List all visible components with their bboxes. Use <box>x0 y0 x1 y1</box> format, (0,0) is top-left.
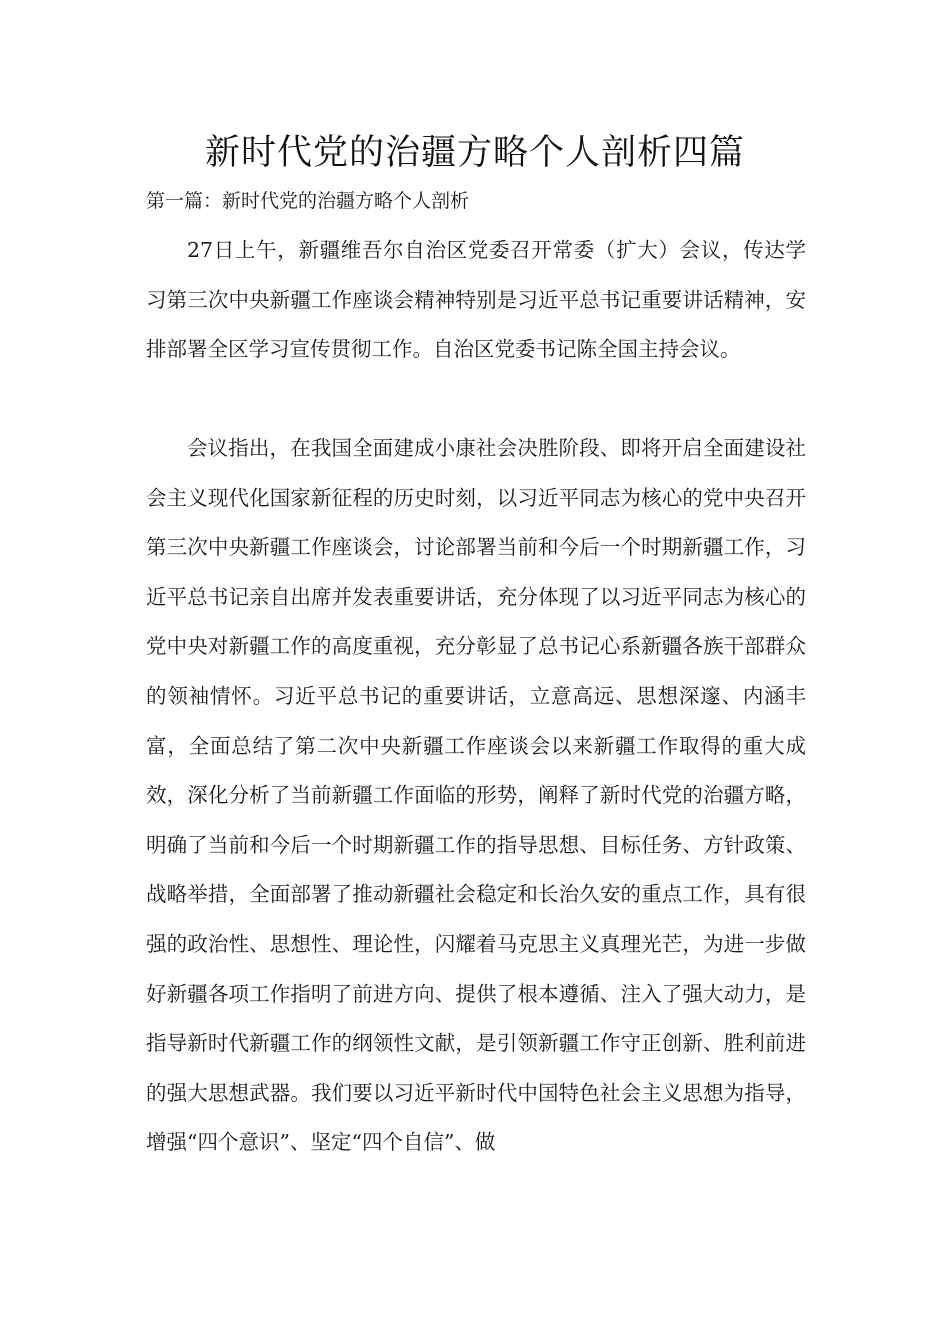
section-heading: 第一篇：新时代党的治疆方略个人剖析 <box>146 190 470 212</box>
body-paragraph: 会议指出，在我国全面建成小康社会决胜阶段、即将开启全面建设社会主义现代化国家新征程的历史时刻，以习近平同志为核心的党中央召开第三次中央新疆工作座谈会，讨论部署当前和今后一个时期新疆工作，习近平总书记亲自出席并发表重要讲话，充分体现了以习近平同志为核心的党中央对新疆工作的高度重视，充分彰显了总书记心系新疆各族干部群众的领袖情怀。习近平总书记的重要讲话，立意高远、思想深邃、内涵丰富，全面总结了第二次中央新疆工作座谈会以来新疆工作取得的重大成效，深化分析了当前新疆工作面临的形势，阐释了新时代党的治疆方略，明确了当前和今后一个时期新疆工作的指导思想、目标任务、方针政策、战略举措，全面部署了推动新疆社会稳定和长治久安的重点工作，具有很强的政治性、思想性、理论性，闪耀着马克思主义真理光芒，为进一步做好新疆各项工作指明了前进方向、提供了根本遵循、注入了强大动力，是指导新时代新疆工作的纲领性文献，是引领新疆工作守正创新、胜利前进的强大思想武器。我们要以习近平新时代中国特色社会主义思想为指导，增强“四个意识”、坚定“四个自信”、做 <box>146 436 806 1155</box>
body-paragraph: 27日上午，新疆维吾尔自治区党委召开常委（扩大）会议，传达学习第三次中央新疆工作座谈会精神特别是习近平总书记重要讲话精神，安排部署全区学习宣传贯彻工作。自治区党委书记陈全国主持会议。 <box>146 238 806 362</box>
document-title: 新时代党的治疆方略个人剖析四篇 <box>204 133 745 173</box>
